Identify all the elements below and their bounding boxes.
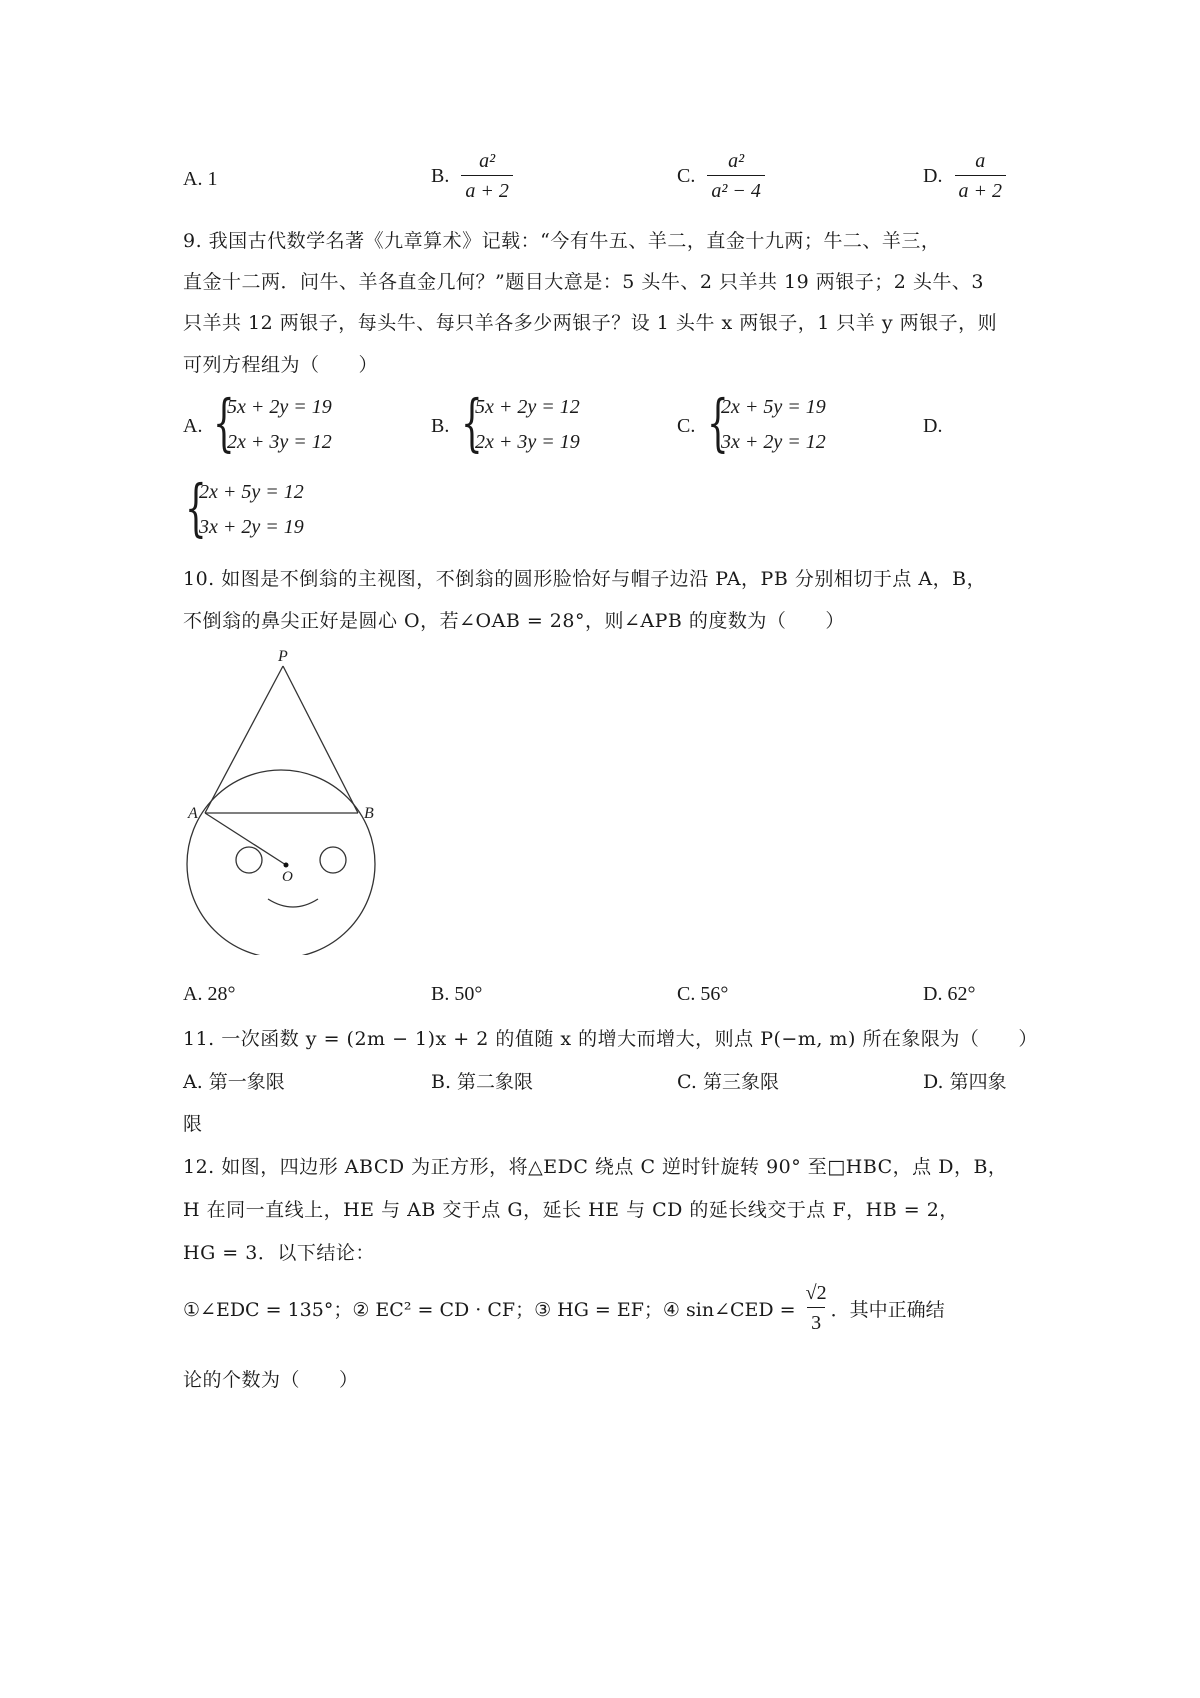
q9-text-line-1: 9. 我国古代数学名著《九章算术》记载：“今有牛五、羊二，直金十九两；牛二、羊三，: [183, 230, 941, 252]
q10-option-a: A. 28°: [183, 983, 236, 1005]
q12-text-line-4: [183, 1282, 945, 1335]
q8-option-a: A. 1: [183, 168, 218, 190]
q8-option-c-fraction: [707, 150, 765, 203]
q9-option-c-label: C.: [677, 415, 696, 437]
q12-line4-end: ．其中正确结: [830, 1299, 945, 1321]
brace-icon: {: [185, 471, 207, 544]
equation-1: 2x + 5y = 19: [721, 396, 826, 418]
q8-option-b: [431, 150, 513, 203]
smile: [268, 899, 318, 907]
right-eye: [320, 847, 346, 873]
q11-text-line-1: 11. 一次函数 y = (2m − 1)x + 2 的值随 x 的增大而增大，则点 P(−m, m) 所在象限为（ ）: [183, 1028, 1038, 1050]
q12-text-line-3: HG = 3．以下结论：: [183, 1242, 375, 1264]
line-pa: [205, 666, 283, 813]
q8-option-d-label: D.: [923, 165, 943, 187]
q9-option-a-label: A.: [183, 415, 203, 437]
q8-option-b-fraction: [461, 150, 513, 203]
q9-option-b-system: [461, 386, 631, 462]
fraction-numerator: √2: [805, 1282, 827, 1304]
line-oa: [205, 813, 286, 865]
q9-option-a-system: [213, 386, 383, 462]
fraction-denominator: 3: [807, 1307, 825, 1335]
q10-text-line-2: 不倒翁的鼻尖正好是圆心 O，若∠OAB = 28°，则∠APB 的度数为（ ）: [183, 610, 845, 632]
fraction-denominator: a + 2: [955, 175, 1007, 203]
equation-2: 2x + 3y = 19: [475, 431, 580, 453]
q11-option-d: D. 第四象: [923, 1071, 1007, 1093]
label-a: A: [188, 805, 198, 822]
q9-text-line-3: 只羊共 12 两银子，每头牛、每只羊各多少两银子？设 1 头牛 x 两银子，1 只羊 y 两银子，则: [183, 312, 998, 334]
brace-icon: {: [707, 386, 729, 459]
q11-option-a: A. 第一象限: [183, 1071, 285, 1093]
q12-text-line-5: 论的个数为（ ）: [183, 1369, 359, 1391]
equation-1: 2x + 5y = 12: [199, 481, 304, 503]
fraction-numerator: a²: [479, 150, 496, 172]
brace-icon: {: [213, 386, 235, 459]
label-p: P: [278, 648, 288, 665]
q11-option-d-wrap: 限: [183, 1113, 203, 1135]
fraction-denominator: a² − 4: [707, 175, 765, 203]
tumbler-figure: [180, 645, 400, 955]
q8-option-c: [677, 150, 765, 203]
q8-option-c-label: C.: [677, 165, 696, 187]
center-point: [284, 863, 289, 868]
q12-sqrt-fraction: [802, 1282, 831, 1335]
q9-option-d-label: D.: [923, 415, 943, 437]
left-eye: [236, 847, 262, 873]
q9-option-d-system: [185, 471, 355, 547]
q10-text-line-1: 10. 如图是不倒翁的主视图，不倒翁的圆形脸恰好与帽子边沿 PA，PB 分别相切于点 A，B，: [183, 568, 987, 590]
q8-option-d-fraction: [955, 150, 1007, 203]
q11-option-b: B. 第二象限: [431, 1071, 534, 1093]
q12-text-line-2: H 在同一直线上，HE 与 AB 交于点 G，延长 HE 与 CD 的延长线交于点 F，HB = 2，: [183, 1199, 959, 1221]
equation-2: 3x + 2y = 19: [199, 516, 304, 538]
q8-option-b-label: B.: [431, 165, 450, 187]
fraction-numerator: a: [975, 150, 986, 172]
brace-icon: {: [461, 386, 483, 459]
q10-option-d: D. 62°: [923, 983, 976, 1005]
q9-text-line-4: 可列方程组为（ ）: [183, 354, 379, 376]
q8-option-d: [923, 150, 1006, 203]
q10-option-c: C. 56°: [677, 983, 729, 1005]
line-pb: [283, 666, 358, 813]
fraction-denominator: a + 2: [461, 175, 513, 203]
q11-option-c: C. 第三象限: [677, 1071, 779, 1093]
q12-conclusions: ①∠EDC = 135°；② EC² = CD · CF；③ HG = EF；④ sin∠CED =: [183, 1299, 796, 1321]
label-o: O: [282, 869, 293, 885]
equation-1: 5x + 2y = 19: [227, 396, 332, 418]
q10-option-b: B. 50°: [431, 983, 483, 1005]
equation-2: 2x + 3y = 12: [227, 431, 332, 453]
q9-option-c-system: [707, 386, 877, 462]
equation-1: 5x + 2y = 12: [475, 396, 580, 418]
q12-text-line-1: 12. 如图，四边形 ABCD 为正方形，将△EDC 绕点 C 逆时针旋转 90° 至□HBC，点 D，B，: [183, 1156, 1008, 1178]
fraction-numerator: a²: [728, 150, 745, 172]
q9-text-line-2: 直金十二两．问牛、羊各直金几何？”题目大意是：5 头牛、2 只羊共 19 两银子；2 头牛、3: [183, 271, 984, 293]
q9-option-b-label: B.: [431, 415, 450, 437]
label-b: B: [364, 805, 374, 822]
equation-2: 3x + 2y = 12: [721, 431, 826, 453]
